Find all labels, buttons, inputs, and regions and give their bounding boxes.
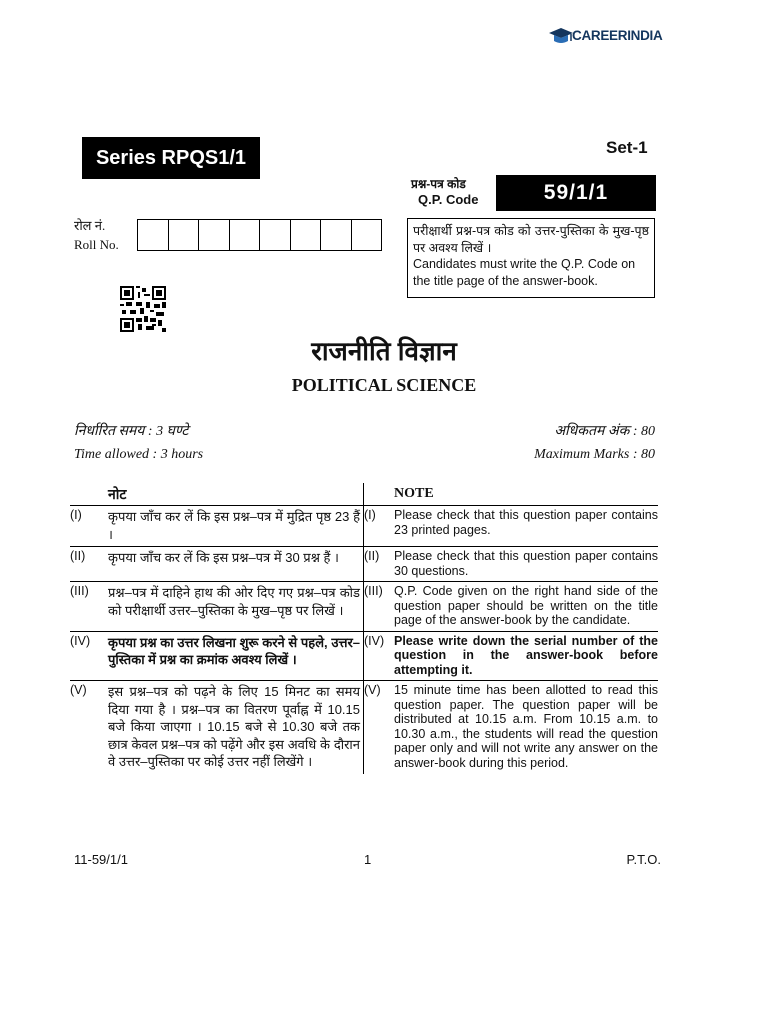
notice-english: Candidates must write the Q.P. Code on the title page of the answer-book. [413,257,636,288]
maximum-marks: Maximum Marks : 80 [534,447,655,462]
instruction-text: Please check that this question paper contains 23 printed pages. [394,508,658,537]
instruction-text: Please write down the serial number of the question in the answer-book before attempting it. [394,633,658,677]
note-heading-hindi: नोट [70,483,364,505]
instructions-header [70,483,658,506]
instruction-number: (IV) [70,633,91,648]
roll-no-label-hindi: रोल नं. [74,218,106,233]
qp-code-label-hindi: प्रश्न-पत्र कोड [411,177,466,191]
series-label: Series RPQS1/1 [82,137,260,179]
instruction-text-hindi: कृपया जाँच कर लें कि इस प्रश्न–पत्र में मुद्रित पृष्ठ 23 हैं । [108,509,360,542]
instruction-number: (IV) [364,633,385,648]
please-turn-over: P.T.O. [626,852,661,867]
instruction-number: (II) [364,549,380,563]
roll-digit-box[interactable] [260,220,291,250]
roll-digit-box[interactable] [199,220,230,250]
instruction-number: (III) [70,584,89,598]
maximum-marks-hindi: अधिकतम अंक : 80 [554,424,655,439]
instruction-number: (I) [364,508,376,522]
instruction-row [70,506,658,547]
instruction-text-hindi: कृपया प्रश्न का उत्तर लिखना शुरू करने से पहले, उत्तर–पुस्तिका में प्रश्न का क्रमांक अवश्य लिखें । [108,634,360,667]
graduation-cap-icon [548,26,574,48]
roll-digit-box[interactable] [291,220,322,250]
note-heading: NOTE [394,486,434,501]
careerindia-logo [548,24,663,50]
roll-no-boxes[interactable] [137,219,382,251]
logo-text: CAREERINDIA [572,28,663,43]
instruction-text: Q.P. Code given on the right hand side of the question paper should be written on the title page of the answer-book by the candidate. [394,584,658,627]
roll-digit-box[interactable] [230,220,261,250]
roll-digit-box[interactable] [352,220,382,250]
qp-code-value: 59/1/1 [496,175,656,211]
qp-code-label: Q.P. Code [418,192,479,207]
instruction-text-hindi: प्रश्न–पत्र में दाहिने हाथ की ओर दिए गए प्रश्न–पत्र कोड को परीक्षार्थी उत्तर–पुस्तिका के मुख–पृष्ठ पर लिखें । [108,585,360,618]
instructions-table [70,483,658,774]
instruction-row [70,632,658,682]
qp-code-notice [407,218,655,298]
set-label: Set-1 [606,138,648,157]
page-number: 1 [364,852,372,867]
roll-digit-box[interactable] [169,220,200,250]
qr-code-icon [120,286,166,332]
subject-title: POLITICAL SCIENCE [291,375,477,395]
instruction-number: (V) [364,683,381,697]
instruction-row [70,582,658,632]
instruction-number: (V) [70,683,87,697]
instruction-row [70,681,658,774]
instruction-text-hindi: इस प्रश्न–पत्र को पढ़ने के लिए 15 मिनट का समय दिया गया है । प्रश्न–पत्र का वितरण पूर्वाह्न में 10.15 बजे किया जाएगा । 10.15 बजे से 10.30 बजे तक छात्र केवल प्रश्न–पत्र को पढ़ेंगे और इस अवधि के दौरान वे उत्तर–पुस्तिका पर कोई उत्तर नहीं लिखेंगे । [108,684,360,769]
instruction-text-hindi: कृपया जाँच कर लें कि इस प्रश्न–पत्र में 30 प्रश्न हैं । [108,550,339,565]
roll-no-label: Roll No. [74,237,119,252]
instruction-number: (I) [70,508,82,522]
time-allowed-hindi: निर्धारित समय : 3 घण्टे [74,424,189,439]
instruction-text: Please check that this question paper contains 30 questions. [394,549,658,578]
instruction-row [70,547,658,582]
time-allowed: Time allowed : 3 hours [74,447,204,462]
roll-digit-box[interactable] [321,220,352,250]
instruction-text: 15 minute time has been allotted to read this question paper. The question paper will be distributed at 10.15 a.m. From 10.15 a.m. to 10.30 a.m., the students will read the question paper only and will not write any answer on the answer-book during this period. [394,683,658,770]
notice-hindi: परीक्षार्थी प्रश्न-पत्र कोड को उत्तर-पुस्तिका के मुख-पृष्ठ पर अवश्य लिखें । [413,224,649,255]
roll-digit-box[interactable] [138,220,169,250]
instruction-number: (II) [70,549,86,563]
instruction-number: (III) [364,584,383,598]
page-code: 11-59/1/1 [74,852,128,867]
subject-title-hindi: राजनीति विज्ञान [311,336,457,366]
